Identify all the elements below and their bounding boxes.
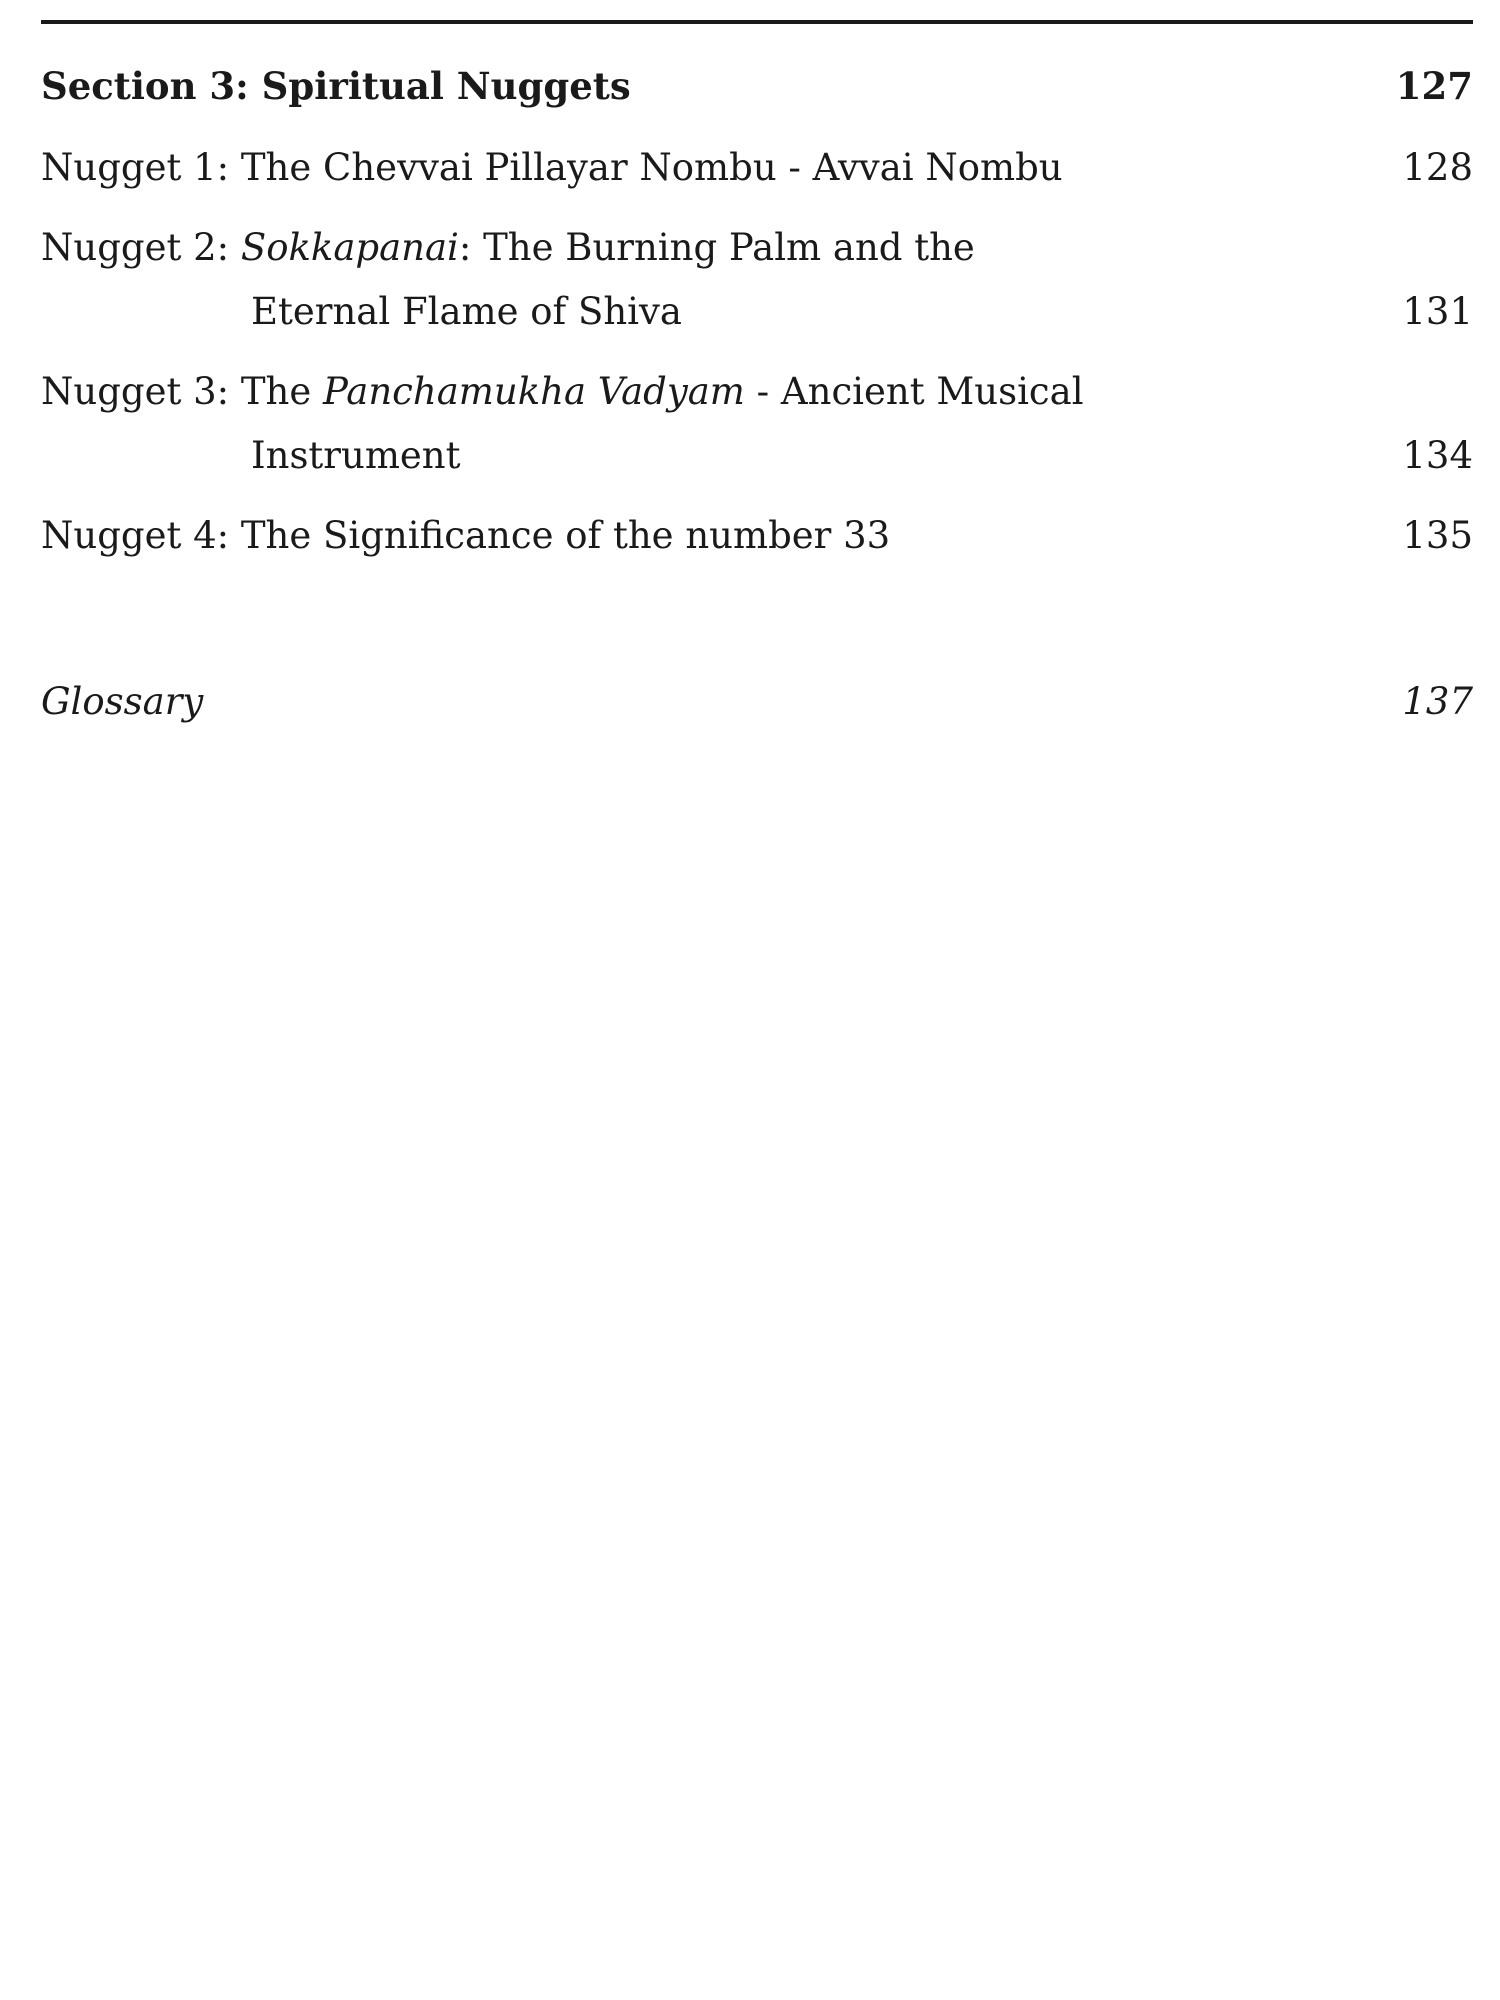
toc-entry-nugget-2[interactable] bbox=[41, 218, 1473, 278]
toc-section-heading[interactable] bbox=[41, 56, 1473, 116]
toc-entry-glossary[interactable] bbox=[41, 672, 1473, 732]
toc-entry-title bbox=[41, 138, 1063, 198]
toc-entry-continuation-text: Eternal Flame of Shiva bbox=[251, 290, 682, 333]
toc-entry-nugget-4[interactable] bbox=[41, 506, 1473, 566]
toc-entry-text: The Significance of the number 33 bbox=[240, 514, 891, 557]
toc-entry-text: - Ancient Musical bbox=[744, 370, 1084, 413]
toc-entry-page-number: 128 bbox=[1402, 146, 1473, 189]
toc-entry-title bbox=[41, 218, 975, 278]
glossary-page-number: 137 bbox=[1402, 680, 1473, 723]
section-page-number: 127 bbox=[1395, 64, 1473, 108]
toc-entry-nugget-3[interactable] bbox=[41, 362, 1473, 422]
toc-entry-nugget-3-continuation[interactable] bbox=[41, 426, 1473, 486]
toc-entry-prefix: Nugget 2: bbox=[41, 226, 241, 269]
top-rule bbox=[41, 20, 1473, 24]
toc-entry-title bbox=[41, 506, 890, 566]
toc-entry-prefix: Nugget 1: bbox=[41, 146, 241, 189]
toc-entry-prefix: Nugget 4: bbox=[41, 514, 241, 557]
glossary-title: Glossary bbox=[41, 680, 204, 723]
toc-entry-page-number: 135 bbox=[1402, 514, 1473, 557]
toc-entry-title bbox=[41, 362, 1084, 422]
toc-entry-italic-term: Sokkapanai bbox=[240, 226, 459, 269]
section-title: Section 3: Spiritual Nuggets bbox=[41, 64, 631, 108]
toc-entry-prefix: Nugget 3: bbox=[41, 370, 241, 413]
toc-entry-nugget-1[interactable] bbox=[41, 138, 1473, 198]
toc-entry-text: The Chevvai Pillayar Nombu - Avvai Nombu bbox=[240, 146, 1063, 189]
toc-entry-page-number: 131 bbox=[1402, 290, 1473, 333]
toc-entry-nugget-2-continuation[interactable] bbox=[41, 282, 1473, 342]
toc-entry-page-number: 134 bbox=[1402, 434, 1473, 477]
toc-entry-text: : The Burning Palm and the bbox=[458, 226, 975, 269]
toc-entry-text: The bbox=[240, 370, 324, 413]
toc-entry-continuation-text: Instrument bbox=[251, 434, 461, 477]
toc-entry-italic-term: Panchamukha Vadyam bbox=[323, 370, 745, 413]
